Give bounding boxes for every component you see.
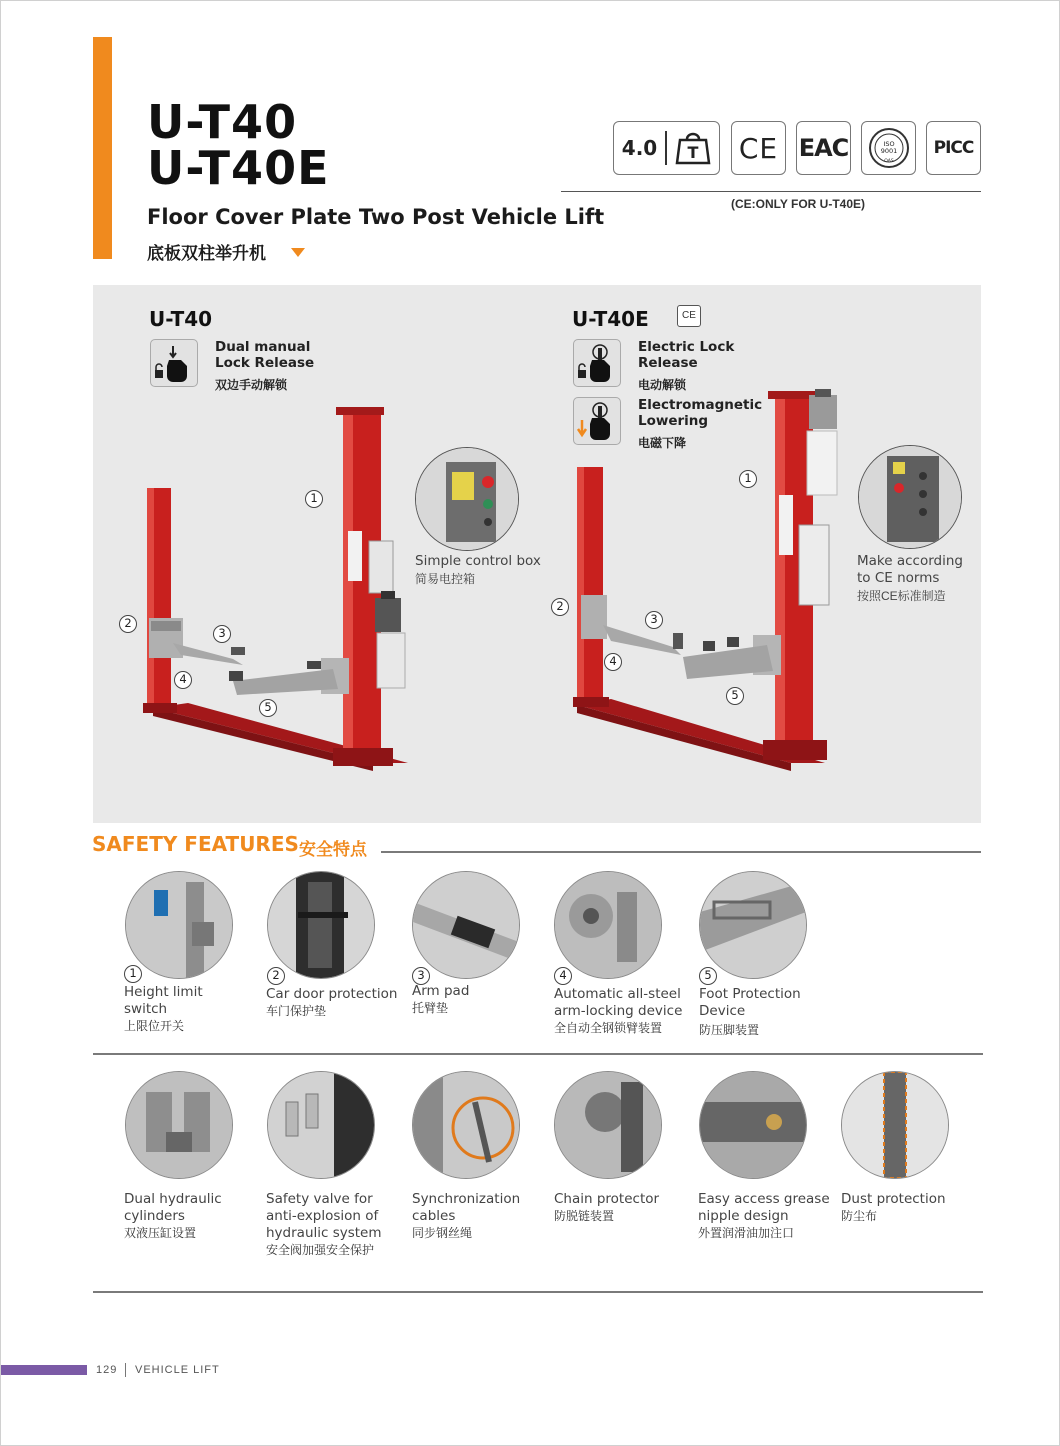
electromagnetic-line-2: Lowering <box>638 413 709 429</box>
feature-number-4: 4 <box>554 967 572 985</box>
chain-protector-cn: 防脱链装置 <box>554 1209 615 1223</box>
manual-release-icon <box>150 339 198 387</box>
synchronization-cables-cn: 同步钢丝绳 <box>412 1226 473 1240</box>
feature-number-5: 5 <box>699 967 717 985</box>
grease-nipple-cn: 外置润滑油加注口 <box>698 1226 795 1240</box>
ce-mark: CE <box>738 131 779 165</box>
callout-5-right: 5 <box>726 687 744 705</box>
manual-release-line-2: Lock Release <box>215 355 315 371</box>
arm-pad-photo <box>412 871 520 979</box>
callout-1-left: 1 <box>305 490 323 508</box>
divider <box>665 131 667 165</box>
picc-mark: PICC <box>933 138 974 158</box>
hydraulic-cylinders-label: Dual hydraulic cylinders <box>124 1191 222 1224</box>
ce-norms-label <box>857 553 963 587</box>
grease-nipple-label: Easy access grease nipple design <box>698 1191 830 1224</box>
footer-divider <box>125 1363 126 1377</box>
ce-norms-line-2: to CE norms <box>857 570 940 586</box>
arm-pad-label: Arm pad <box>412 983 470 999</box>
lift-u-t40e-illustration <box>563 385 863 775</box>
callout-3-right: 3 <box>645 611 663 629</box>
control-box-photo <box>415 447 519 551</box>
page-subtitle-cn: 底板双柱举升机 <box>147 244 266 263</box>
callout-1-right: 1 <box>739 470 757 488</box>
page-subtitle: Floor Cover Plate Two Post Vehicle Lift <box>147 205 605 229</box>
chain-protector-label: Chain protector <box>554 1191 660 1207</box>
callout-4-left: 4 <box>174 671 192 689</box>
callout-2-right: 2 <box>551 598 569 616</box>
arm-pad-cn: 托臂垫 <box>412 1001 449 1015</box>
footer-bar <box>1 1365 87 1375</box>
feature-number-2: 2 <box>267 967 285 985</box>
safety-valve-label: Safety valve for anti-explosion of hydraulic system <box>266 1191 382 1241</box>
section-divider <box>381 851 981 853</box>
product-panel <box>93 285 981 823</box>
model-title-1: U-T40 <box>147 95 298 149</box>
ce-norms-cn: 按照CE标准制造 <box>857 589 946 603</box>
synchronization-cables-label: Synchronization cables <box>412 1191 521 1224</box>
svg-text:OAS: OAS <box>883 159 894 164</box>
synchronization-cables-photo <box>412 1071 520 1179</box>
height-limit-switch-photo <box>125 871 233 979</box>
picc-badge <box>926 121 981 175</box>
footer-section: VEHICLE LIFT <box>135 1364 220 1376</box>
model-label-right: U-T40E <box>572 307 649 331</box>
row-divider <box>93 1053 983 1055</box>
hydraulic-cylinders-photo <box>125 1071 233 1179</box>
callout-4-right: 4 <box>604 653 622 671</box>
cert-divider <box>561 191 981 192</box>
arm-locking-device-cn: 全自动全钢锁臂装置 <box>554 1021 663 1035</box>
triangle-down-icon <box>291 248 305 257</box>
page-number: 129 <box>96 1364 118 1376</box>
hydraulic-cylinders-cn: 双液压缸设置 <box>124 1226 197 1240</box>
ce-norms-line-1: Make according <box>857 553 963 569</box>
control-box-label-cn: 简易电控箱 <box>415 572 476 586</box>
safety-valve-cn: 安全阀加强安全保护 <box>266 1243 375 1257</box>
height-limit-switch-cn: 上限位开关 <box>124 1019 185 1033</box>
ce-control-box-photo <box>858 445 962 549</box>
grease-nipple-photo <box>699 1071 807 1179</box>
accent-bar <box>93 37 112 259</box>
foot-protection-label: Foot Protection Device <box>699 986 801 1019</box>
height-limit-switch-label: Height limit switch <box>124 984 203 1017</box>
electric-lock-icon <box>573 339 621 387</box>
eac-badge <box>796 121 851 175</box>
svg-text:ISO: ISO <box>882 140 895 148</box>
feature-number-3: 3 <box>412 967 430 985</box>
arm-locking-device-photo <box>554 871 662 979</box>
safety-features-title: SAFETY FEATURES <box>92 832 299 856</box>
electric-lock-cn: 电动解锁 <box>638 378 687 392</box>
iso-seal-icon <box>867 126 911 170</box>
control-box-label: Simple control box <box>415 553 541 569</box>
car-door-protection-photo <box>267 871 375 979</box>
callout-2-left: 2 <box>119 615 137 633</box>
foot-protection-photo <box>699 871 807 979</box>
dust-protection-cn: 防尘布 <box>841 1209 878 1223</box>
ce-badge <box>731 121 786 175</box>
manual-release-label <box>215 339 314 371</box>
model-title-2: U-T40E <box>147 141 330 195</box>
electric-lock-label <box>638 339 734 371</box>
manual-release-line-1: Dual manual <box>215 339 311 355</box>
arm-locking-device-label: Automatic all-steel arm-locking device <box>554 986 683 1019</box>
dust-protection-label: Dust protection <box>841 1191 946 1207</box>
car-door-protection-label: Car door protection <box>266 986 398 1002</box>
model-label-left: U-T40 <box>149 307 213 331</box>
weight-icon <box>675 131 711 165</box>
electromagnetic-line-1: Electromagnetic <box>638 397 763 413</box>
lift-u-t40-illustration <box>133 403 433 783</box>
svg-text:9001: 9001 <box>880 147 897 155</box>
callout-5-left: 5 <box>259 699 277 717</box>
feature-number-1: 1 <box>124 965 142 983</box>
electric-lock-line-1: Electric Lock <box>638 339 735 355</box>
callout-3-left: 3 <box>213 625 231 643</box>
iso-badge <box>861 121 916 175</box>
dust-protection-photo <box>841 1071 949 1179</box>
foot-protection-cn: 防压脚装置 <box>699 1023 760 1037</box>
capacity-value: 4.0 <box>621 136 658 160</box>
bottom-divider <box>93 1291 983 1293</box>
capacity-badge <box>613 121 720 175</box>
car-door-protection-cn: 车门保护垫 <box>266 1004 327 1018</box>
cert-note: (CE:ONLY FOR U-T40E) <box>731 197 866 211</box>
weight-icon-label: T <box>687 143 699 162</box>
electromagnetic-lowering-cn: 电磁下降 <box>638 436 687 450</box>
manual-release-cn: 双边手动解锁 <box>215 378 288 392</box>
safety-features-title-cn: 安全特点 <box>299 840 367 859</box>
ce-small-badge: CE <box>677 305 701 327</box>
eac-mark: EAC <box>798 134 849 162</box>
electric-lock-line-2: Release <box>638 355 698 371</box>
chain-protector-photo <box>554 1071 662 1179</box>
safety-valve-photo <box>267 1071 375 1179</box>
